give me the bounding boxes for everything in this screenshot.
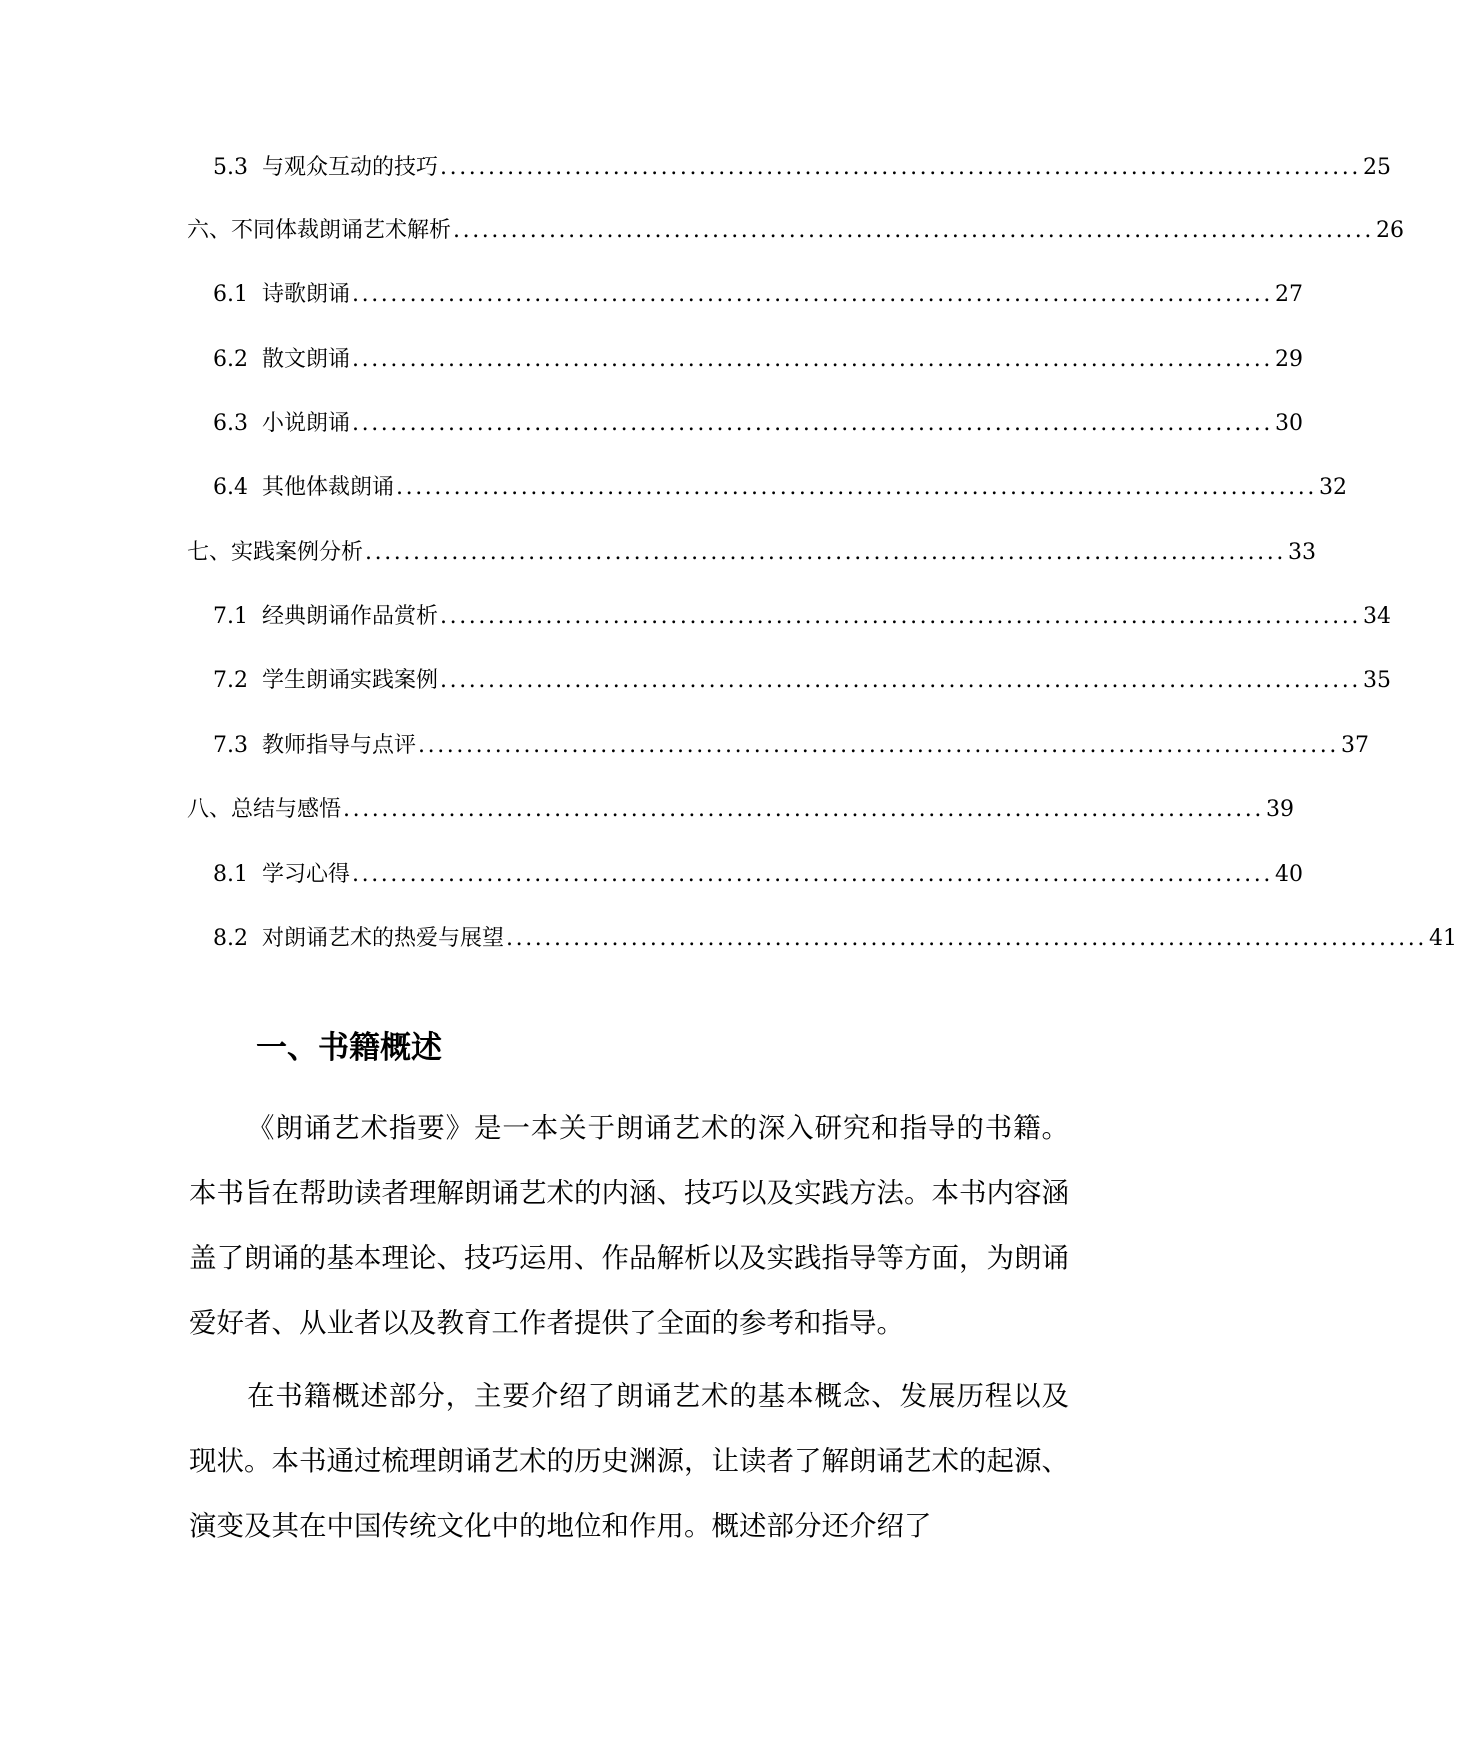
toc-entry-title: 学生朗诵实践案例	[262, 668, 439, 693]
toc-leader-dots: ................................................................................................	[343, 797, 1264, 822]
toc-entry[interactable]	[213, 726, 1369, 766]
toc-entry-number: 7.2	[213, 668, 248, 693]
toc-entry-number: 8.2	[213, 926, 248, 951]
body-paragraph: 《朗诵艺术指要》是一本关于朗诵艺术的深入研究和指导的书籍。本书旨在帮助读者理解朗诵艺术的内涵、技巧以及实践方法。本书内容涵盖了朗诵的基本理论、技巧运用、作品解析以及实践指导等方面，为朗诵爱好者、从业者以及教育工作者提供了全面的参考和指导。	[189, 1112, 1069, 1339]
toc-entry-title: 七、实践案例分析	[187, 540, 364, 565]
toc-leader-dots: ................................................................................................	[453, 218, 1374, 243]
toc-leader-dots: ................................................................................................	[418, 733, 1339, 758]
toc-leader-dots: ................................................................................................	[352, 347, 1273, 372]
toc-entry-number: 7.3	[213, 733, 248, 758]
body-paragraph: 在书籍概述部分，主要介绍了朗诵艺术的基本概念、发展历程以及现状。本书通过梳理朗诵艺术的历史渊源，让读者了解朗诵艺术的起源、演变及其在中国传统文化中的地位和作用。概述部分还介绍了	[189, 1380, 1069, 1542]
toc-leader-dots: ................................................................................................	[440, 155, 1361, 180]
toc-entry-number: 6.1	[213, 282, 248, 307]
toc-entry-title: 诗歌朗诵	[262, 282, 351, 307]
toc-entry[interactable]	[187, 211, 1404, 251]
toc-leader-dots: ................................................................................................	[352, 282, 1273, 307]
toc-entry-page: 33	[1287, 540, 1316, 565]
toc-entry-title: 经典朗诵作品赏析	[262, 604, 439, 629]
toc-entry-page: 29	[1274, 347, 1303, 372]
section-heading: 一、书籍概述	[256, 1030, 442, 1066]
toc-entry-number: 6.3	[213, 411, 248, 436]
toc-entry-number: 8.1	[213, 862, 248, 887]
toc-entry-page: 25	[1362, 155, 1391, 180]
toc-entry-page: 35	[1362, 668, 1391, 693]
toc-entry-title: 六、不同体裁朗诵艺术解析	[187, 218, 452, 243]
toc-leader-dots: ................................................................................................	[440, 604, 1361, 629]
toc-entry-page: 30	[1274, 411, 1303, 436]
toc-entry[interactable]	[187, 533, 1316, 573]
toc-entry-title: 对朗诵艺术的热爱与展望	[262, 926, 505, 951]
section-body	[189, 1096, 1069, 1559]
toc-entry-page: 37	[1340, 733, 1369, 758]
toc-entry-title: 其他体裁朗诵	[262, 475, 395, 500]
toc-entry-page: 32	[1318, 475, 1347, 500]
toc-entry-title: 与观众互动的技巧	[262, 155, 439, 180]
toc-entry[interactable]	[213, 148, 1391, 188]
toc-entry[interactable]	[213, 597, 1391, 637]
toc-entry-title: 小说朗诵	[262, 411, 351, 436]
toc-leader-dots: ................................................................................................	[352, 862, 1273, 887]
toc-leader-dots: ................................................................................................	[396, 475, 1317, 500]
toc-entry[interactable]	[213, 340, 1303, 380]
toc-entry-title: 散文朗诵	[262, 347, 351, 372]
toc-entry-page: 27	[1274, 282, 1303, 307]
toc-entry-page: 40	[1274, 862, 1303, 887]
toc-entry[interactable]	[187, 790, 1294, 830]
toc-leader-dots: ................................................................................................	[506, 926, 1427, 951]
toc-leader-dots: ................................................................................................	[352, 411, 1273, 436]
toc-leader-dots: ................................................................................................	[440, 668, 1361, 693]
toc-entry-page: 41	[1428, 926, 1457, 951]
toc-entry-number: 6.4	[213, 475, 248, 500]
toc-entry-title: 八、总结与感悟	[187, 797, 342, 822]
toc-entry-page: 39	[1265, 797, 1294, 822]
toc-entry-number: 6.2	[213, 347, 248, 372]
toc-entry-page: 26	[1375, 218, 1404, 243]
toc-entry-number: 5.3	[213, 155, 248, 180]
toc-leader-dots: ................................................................................................	[365, 540, 1286, 565]
toc-entry-title: 教师指导与点评	[262, 733, 417, 758]
toc-entry-page: 34	[1362, 604, 1391, 629]
toc-entry[interactable]	[213, 919, 1457, 959]
toc-entry[interactable]	[213, 404, 1303, 444]
toc-entry[interactable]	[213, 275, 1303, 315]
toc-entry[interactable]	[213, 468, 1347, 508]
toc-entry-title: 学习心得	[262, 862, 351, 887]
toc-entry[interactable]	[213, 855, 1303, 895]
toc-entry[interactable]	[213, 661, 1391, 701]
toc-entry-number: 7.1	[213, 604, 248, 629]
